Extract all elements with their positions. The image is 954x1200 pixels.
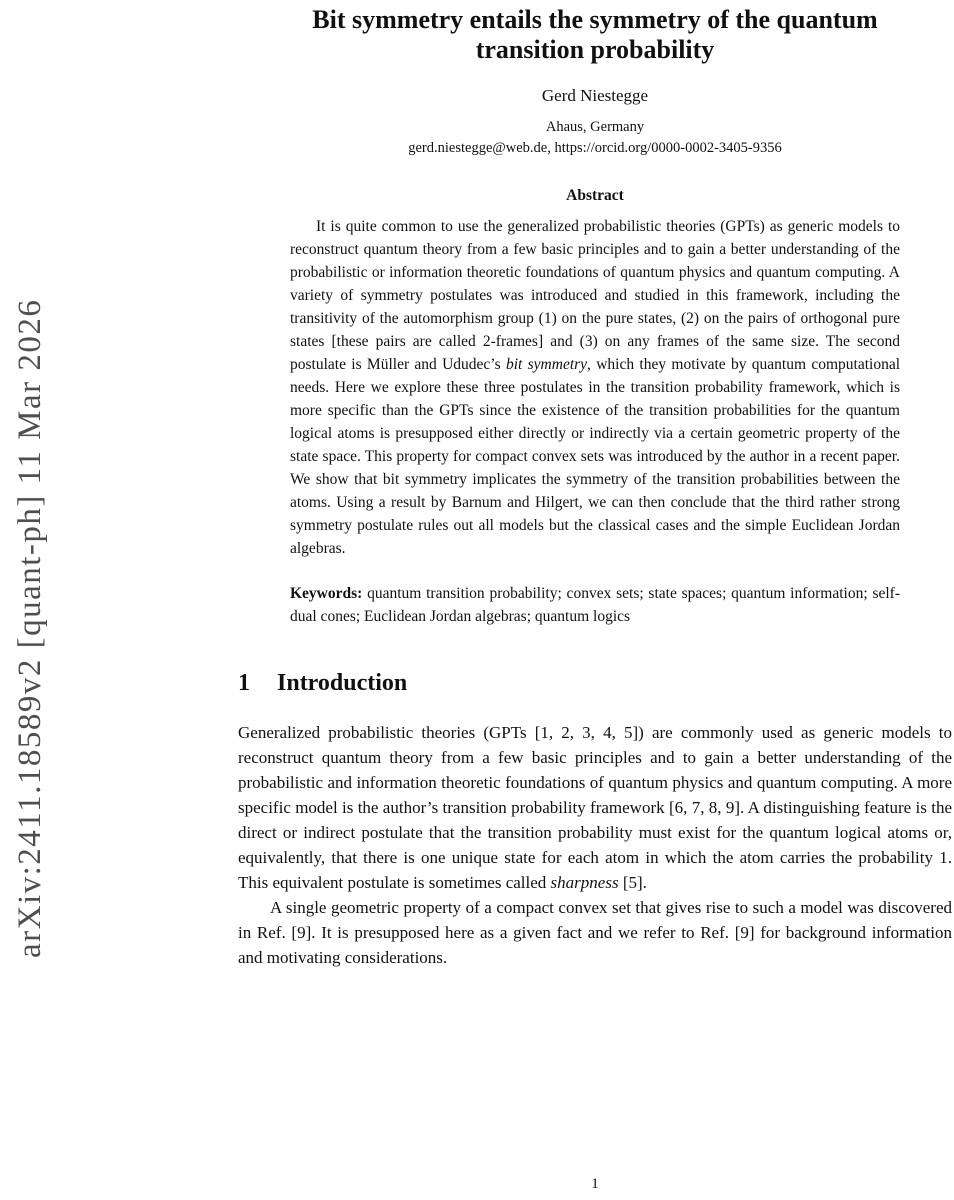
keywords-text: quantum transition probability; convex sets; state spaces; quantum information; self-dual cones; Euclidean Jordan algebras; quantum logics <box>290 585 900 626</box>
page-number: 1 <box>591 1176 599 1192</box>
intro-p1-part2: [5]. <box>618 873 647 893</box>
affiliation-contact: gerd.niestegge@web.de, https://orcid.org/0000-0002-3405-9356 <box>408 140 782 157</box>
abstract-text-part1: It is quite common to use the generalized probabilistic theories (GPTs) as generic models to reconstruct quantum theory from a few basic principles and to gain a better understanding of the probabilistic or information theoretic foundations of quantum physics and quantum computing. A variety of symmetry postulates was introduced and studied in this framework, including the transitivity of the automorphism group (1) on the pure states, (2) on the pairs of orthogonal pure states [these pairs are called 2-frames] and (3) on any frames of the same size. The second postulate is Müller and Ududec’s <box>290 218 900 374</box>
abstract-section <box>238 187 952 628</box>
abstract-text-part2: , which they motivate by quantum computational needs. Here we explore these three postulates in the transition probability framework, which is more specific than the GPTs since the existence of the transition probabilities for the quantum logical atoms is presupposed either directly or indirectly via a certain geometric property of the state space. This property for compact convex sets was introduced by the author in a recent paper. We show that bit symmetry implicates the symmetry of the transition probabilities between the atoms. Using a result by Barnum and Hilgert, we can then conclude that the third rather strong symmetry postulate rules out all models but the classical cases and the simple Euclidean Jordan algebras. <box>290 356 901 558</box>
paper-title: Bit symmetry entails the symmetry of the quantum transition probability <box>312 5 878 65</box>
section-title: Introduction <box>277 670 408 697</box>
affiliation-location: Ahaus, Germany <box>545 119 645 136</box>
keywords-label: Keywords: <box>290 585 363 603</box>
abstract-text <box>290 215 900 560</box>
keywords-line <box>290 582 900 628</box>
affiliation-block <box>238 117 952 159</box>
abstract-heading: Abstract <box>566 187 624 205</box>
author-name: Gerd Niestegge <box>541 86 649 106</box>
intro-paragraph-1 <box>238 720 952 895</box>
intro-paragraph-2: A single geometric property of a compact convex set that gives rise to such a model was discovered in Ref. [9]. It is presupposed here as a given fact and we refer to Ref. [9] for background information and motivating considerations. <box>238 898 952 968</box>
paper-content <box>238 0 952 970</box>
arxiv-watermark: arXiv:2411.18589v2 [quant-ph] 11 Mar 2026 <box>12 298 48 958</box>
intro-p1-part1: Generalized probabilistic theories (GPTs [1, 2, 3, 4, 5]) are commonly used as generic models to reconstruct quantum theory from a few basic principles and to gain a better understanding of the probabilistic and information theoretic foundations of quantum physics and quantum computing. A more specific model is the author’s transition probability framework [6, 7, 8, 9]. A distinguishing feature is the direct or indirect postulate that the transition probability must exist for the quantum logical atoms or, equivalently, that there is one unique state for each atom in which the atom carries the probability 1. This equivalent postulate is sometimes called <box>238 723 952 893</box>
italic-term-sharpness: sharpness <box>550 873 619 893</box>
italic-term-bit-symmetry: bit symmetry <box>505 356 588 374</box>
section-number: 1 <box>238 670 250 697</box>
section-heading-introduction <box>238 670 952 697</box>
